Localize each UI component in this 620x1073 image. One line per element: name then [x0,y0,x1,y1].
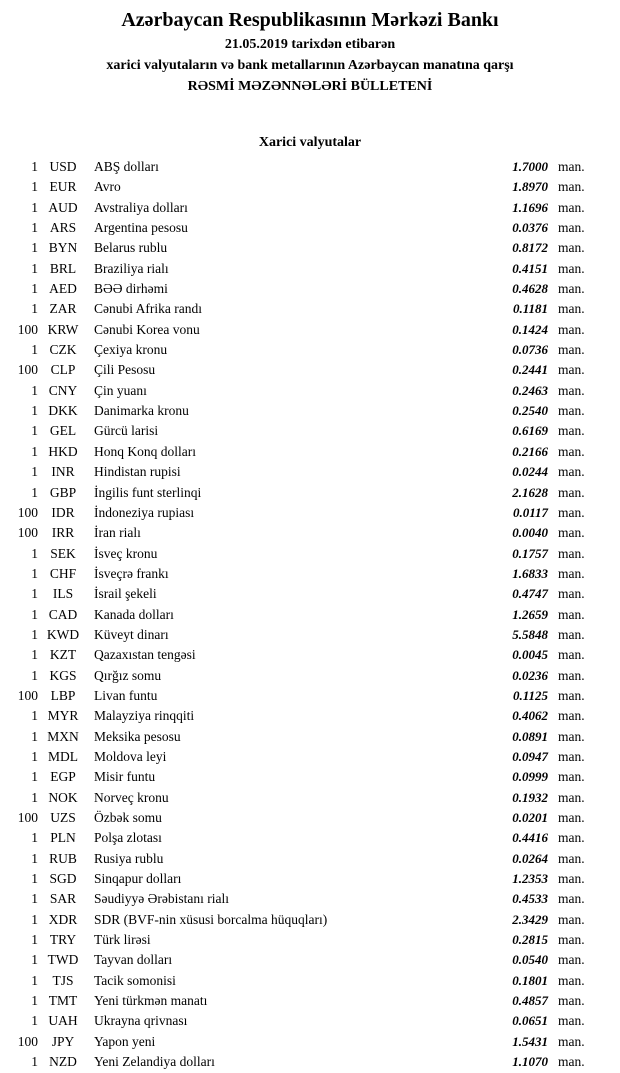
currency-quantity: 1 [31,647,38,663]
unit-label: man. [558,545,585,561]
currency-code: KRW [47,321,79,337]
currency-row [0,462,604,482]
currency-row [0,299,604,319]
exchange-rate: 0.4062 [512,708,548,724]
currency-row [0,849,604,869]
unit-label: man. [558,159,585,174]
currency-quantity: 1 [31,565,38,581]
currency-name: Ukrayna qrivnası [94,1013,188,1029]
currency-quantity: 1 [31,240,38,256]
currency-quantity: 1 [31,484,38,500]
currency-name: İsveç kronu [94,545,158,561]
currency-row [0,869,604,889]
currency-name: BƏƏ dirhəmi [94,281,168,297]
currency-name: SDR (BVF-nin xüsusi borcalma hüquqları) [94,911,328,927]
currency-code: NOK [48,789,78,805]
currency-name: Moldova leyi [94,748,167,764]
currency-row [0,177,604,197]
currency-quantity: 1 [31,1013,38,1029]
unit-label: man. [558,708,585,724]
currency-name: ABŞ dolları [94,159,159,174]
currency-code: TWD [47,952,79,968]
currency-row [0,686,604,706]
currency-name: İndoneziya rupiası [94,504,195,520]
currency-row [0,645,604,665]
exchange-rate: 0.1125 [512,687,548,703]
unit-label: man. [558,972,585,988]
currency-quantity: 1 [31,728,38,744]
unit-label: man. [558,606,585,622]
exchange-rate: 0.0040 [512,525,548,541]
currency-row [0,259,604,279]
exchange-rate: 0.4533 [512,891,548,907]
currency-name: Polşa zlotası [94,830,162,846]
exchange-rate: 0.4747 [512,586,548,602]
currency-name: Küveyt dinarı [94,626,169,642]
currency-quantity: 1 [31,871,38,887]
unit-label: man. [558,911,585,927]
unit-label: man. [558,464,585,480]
unit-label: man. [558,1054,585,1070]
currency-row [0,1011,604,1031]
exchange-rate: 5.5848 [512,626,548,642]
currency-quantity: 1 [31,179,38,195]
exchange-rates-table [0,157,620,1072]
unit-label: man. [558,321,585,337]
currency-code: NZD [49,1054,77,1070]
currency-quantity: 1 [31,342,38,358]
currency-code: TRY [49,932,77,948]
currency-row [0,910,604,930]
currency-quantity: 1 [31,301,38,317]
bulletin-header [0,0,620,97]
exchange-rate: 0.4416 [512,830,548,846]
currency-row [0,727,604,747]
unit-label: man. [558,728,585,744]
currency-name: Kanada dolları [94,606,174,622]
currency-name: Tacik somonisi [94,972,176,988]
unit-label: man. [558,382,585,398]
currency-row [0,442,604,462]
exchange-rate: 0.0117 [512,504,548,520]
unit-label: man. [558,891,585,907]
exchange-rate: 0.1181 [512,301,548,317]
unit-label: man. [558,993,585,1009]
currency-code: RUB [49,850,77,866]
currency-name: Hindistan rupisi [94,464,181,480]
currency-name: Qırğız somu [94,667,162,683]
currency-code: AED [49,281,77,297]
currency-row [0,401,604,421]
currency-quantity: 1 [31,382,38,398]
currency-row [0,889,604,909]
currency-row [0,320,604,340]
currency-quantity: 1 [31,443,38,459]
currency-name: Meksika pesosu [94,728,181,744]
exchange-rate: 0.0376 [512,220,548,236]
currency-quantity: 1 [31,159,38,174]
currency-row [0,523,604,543]
currency-name: İsrail şekeli [94,586,157,602]
currency-row [0,1052,604,1072]
currency-row [0,198,604,218]
currency-quantity: 100 [17,1033,38,1049]
currency-name: Səudiyyə Ərəbistanı rialı [94,891,229,907]
currency-name: Çin yuanı [94,382,147,398]
unit-label: man. [558,769,585,785]
unit-label: man. [558,789,585,805]
currency-code: ZAR [49,301,77,317]
currency-row [0,421,604,441]
unit-label: man. [558,260,585,276]
currency-name: Argentina pesosu [94,220,188,236]
currency-quantity: 1 [31,220,38,236]
currency-name: Braziliya rialı [94,260,169,276]
currency-quantity: 1 [31,789,38,805]
currency-row [0,625,604,645]
currency-name: Qazaxıstan tengəsi [94,647,196,663]
currency-quantity: 1 [31,281,38,297]
currency-quantity: 1 [31,1054,38,1070]
currency-name: İsveçrə frankı [94,565,169,581]
currency-row [0,991,604,1011]
currency-code: ARS [49,220,77,236]
exchange-rate: 0.0201 [512,810,548,825]
exchange-rate: 0.0891 [512,728,548,744]
currency-row [0,950,604,970]
currency-code: MDL [48,748,78,764]
exchange-rate: 0.4151 [512,260,548,276]
currency-row [0,828,604,848]
exchange-rate: 0.0264 [512,850,548,866]
unit-label: man. [558,748,585,764]
exchange-rate: 0.4857 [512,993,548,1009]
currency-row [0,605,604,625]
currency-code: GBP [49,484,77,500]
currency-code: KGS [49,667,77,683]
currency-code: IDR [51,504,75,520]
currency-code: LBP [50,687,76,703]
currency-name: Yeni Zelandiya dolları [94,1054,215,1070]
exchange-rate: 0.1932 [512,789,548,805]
unit-label: man. [558,484,585,500]
currency-name: Gürcü larisi [94,423,159,439]
currency-quantity: 100 [17,687,38,703]
exchange-rate: 1.2659 [512,606,548,622]
currency-row [0,747,604,767]
currency-row [0,971,604,991]
currency-quantity: 1 [31,850,38,866]
currency-name: Cənubi Korea vonu [94,321,200,337]
currency-code: SGD [49,871,77,887]
unit-label: man. [558,240,585,256]
currency-row [0,544,604,564]
currency-name: Tayvan dolları [94,952,173,968]
currency-code: TJS [52,972,74,988]
currency-name: Danimarka kronu [94,403,189,419]
unit-label: man. [558,362,585,378]
unit-label: man. [558,220,585,236]
currency-quantity: 100 [17,810,38,825]
currency-name: Livan funtu [94,687,158,703]
currency-code: PLN [50,830,76,846]
currency-row [0,483,604,503]
currency-quantity: 1 [31,748,38,764]
exchange-rate: 0.0540 [512,952,548,968]
currency-code: CNY [48,382,78,398]
unit-label: man. [558,179,585,195]
currency-row [0,767,604,787]
currency-row [0,157,604,177]
exchange-rate: 0.1424 [512,321,548,337]
unit-label: man. [558,281,585,297]
currency-code: CLP [50,362,76,378]
currency-name: Çexiya kronu [94,342,168,358]
exchange-rate: 0.0236 [512,667,548,683]
currency-quantity: 1 [31,606,38,622]
currency-code: BRL [49,260,77,276]
currency-quantity: 1 [31,993,38,1009]
exchange-rate: 0.8172 [512,240,548,256]
unit-label: man. [558,647,585,663]
exchange-rate: 0.1801 [512,972,548,988]
currency-name: Yapon yeni [94,1033,156,1049]
unit-label: man. [558,1033,585,1049]
currency-row [0,360,604,380]
exchange-rate: 0.4628 [512,281,548,297]
currency-quantity: 1 [31,830,38,846]
unit-label: man. [558,342,585,358]
currency-quantity: 100 [17,321,38,337]
currency-name: Türk lirəsi [94,932,151,948]
effective-date-line: 21.05.2019 tarixdən etibarən [224,37,396,52]
exchange-rate: 0.2815 [512,932,548,948]
currency-name: Avro [94,179,121,195]
currency-code: UAH [48,1013,78,1029]
unit-label: man. [558,952,585,968]
subject-line: xarici valyutaların və bank metallarının Azərbaycan manatına qarşı [106,58,514,73]
currency-name: Rusiya rublu [94,850,164,866]
currency-code: AUD [48,199,78,215]
currency-name: Belarus rublu [94,240,168,256]
unit-label: man. [558,871,585,887]
currency-quantity: 1 [31,708,38,724]
unit-label: man. [558,586,585,602]
currency-code: CHF [49,565,77,581]
currency-code: UZS [50,810,76,825]
currency-name: Sinqapur dolları [94,871,182,887]
exchange-rate: 0.2463 [512,382,548,398]
unit-label: man. [558,443,585,459]
exchange-rate: 1.5431 [512,1033,548,1049]
currency-code: BYN [48,240,78,256]
unit-label: man. [558,565,585,581]
currency-quantity: 1 [31,403,38,419]
currency-name: Misir funtu [94,769,156,785]
currency-quantity: 1 [31,626,38,642]
currency-name: İngilis funt sterlinqi [94,484,202,500]
currency-quantity: 1 [31,972,38,988]
currency-row [0,279,604,299]
currency-quantity: 100 [17,362,38,378]
exchange-rate: 0.2441 [512,362,548,378]
unit-label: man. [558,423,585,439]
currency-quantity: 100 [17,504,38,520]
currency-code: USD [49,159,77,174]
unit-label: man. [558,687,585,703]
unit-label: man. [558,850,585,866]
exchange-rate: 0.0045 [512,647,548,663]
unit-label: man. [558,301,585,317]
unit-label: man. [558,504,585,520]
currency-quantity: 1 [31,586,38,602]
exchange-rate: 0.6169 [512,423,548,439]
exchange-rate: 1.7000 [512,159,548,174]
unit-label: man. [558,403,585,419]
exchange-rate: 1.1070 [512,1054,548,1070]
currency-name: İran rialı [94,525,141,541]
unit-label: man. [558,667,585,683]
currency-row [0,584,604,604]
currency-quantity: 1 [31,891,38,907]
currency-name: Honq Konq dolları [94,443,196,459]
currency-code: CZK [49,342,77,358]
currency-row [0,706,604,726]
section-title-foreign-currencies: Xarici valyutalar [258,135,362,150]
exchange-rate: 1.8970 [512,179,548,195]
currency-quantity: 1 [31,423,38,439]
currency-code: DKK [48,403,78,419]
currency-code: SEK [50,545,76,561]
currency-code: MXN [47,728,79,744]
currency-code: IRR [51,525,75,541]
exchange-rate: 2.3429 [512,911,548,927]
exchange-rate: 0.2540 [512,403,548,419]
bulletin-title: RƏSMİ MƏZƏNNƏLƏRİ BÜLLETENİ [187,79,433,94]
currency-name: Çili Pesosu [94,362,156,378]
currency-row [0,1032,604,1052]
exchange-rate: 1.2353 [512,871,548,887]
currency-row [0,340,604,360]
currency-quantity: 1 [31,545,38,561]
unit-label: man. [558,830,585,846]
currency-code: GEL [49,423,77,439]
currency-code: SAR [49,891,77,907]
exchange-rate: 0.0999 [512,769,548,785]
currency-code: EGP [50,769,76,785]
exchange-rate: 2.1628 [512,484,548,500]
currency-row [0,930,604,950]
currency-code: KWD [46,626,80,642]
currency-quantity: 1 [31,199,38,215]
currency-row [0,788,604,808]
currency-code: JPY [51,1033,75,1049]
currency-quantity: 1 [31,952,38,968]
currency-code: XDR [48,911,78,927]
currency-quantity: 1 [31,911,38,927]
exchange-rate: 0.2166 [512,443,548,459]
unit-label: man. [558,626,585,642]
currency-row [0,218,604,238]
unit-label: man. [558,1013,585,1029]
page-title: Azərbaycan Respublikasının Mərkəzi Bankı [121,9,499,31]
currency-code: MYR [47,708,79,724]
currency-name: Cənubi Afrika randı [94,301,202,317]
currency-row [0,666,604,686]
currency-name: Özbək somu [94,810,162,825]
exchange-rate: 0.0651 [512,1013,548,1029]
currency-name: Yeni türkmən manatı [94,993,208,1009]
currency-quantity: 1 [31,769,38,785]
currency-code: HKD [48,443,78,459]
currency-row [0,503,604,523]
currency-name: Malayziya rinqqiti [94,708,195,724]
unit-label: man. [558,932,585,948]
currency-code: KZT [49,647,77,663]
currency-code: TMT [48,993,78,1009]
currency-code: CAD [48,606,78,622]
exchange-rate: 0.0947 [512,748,548,764]
currency-quantity: 100 [17,525,38,541]
exchange-rate: 0.0736 [512,342,548,358]
currency-code: EUR [49,179,77,195]
currency-quantity: 1 [31,667,38,683]
currency-row [0,238,604,258]
currency-row [0,381,604,401]
exchange-rate: 1.1696 [512,199,548,215]
exchange-rate: 1.6833 [512,565,548,581]
unit-label: man. [558,525,585,541]
currency-row [0,808,604,828]
exchange-rate: 0.0244 [512,464,548,480]
currency-quantity: 1 [31,932,38,948]
unit-label: man. [558,199,585,215]
unit-label: man. [558,810,585,825]
currency-code: INR [51,464,75,480]
exchange-rate: 0.1757 [512,545,548,561]
currency-quantity: 1 [31,464,38,480]
currency-row [0,564,604,584]
currency-quantity: 1 [31,260,38,276]
currency-name: Avstraliya dolları [94,199,188,215]
currency-code: ILS [52,586,74,602]
currency-name: Norveç kronu [94,789,169,805]
